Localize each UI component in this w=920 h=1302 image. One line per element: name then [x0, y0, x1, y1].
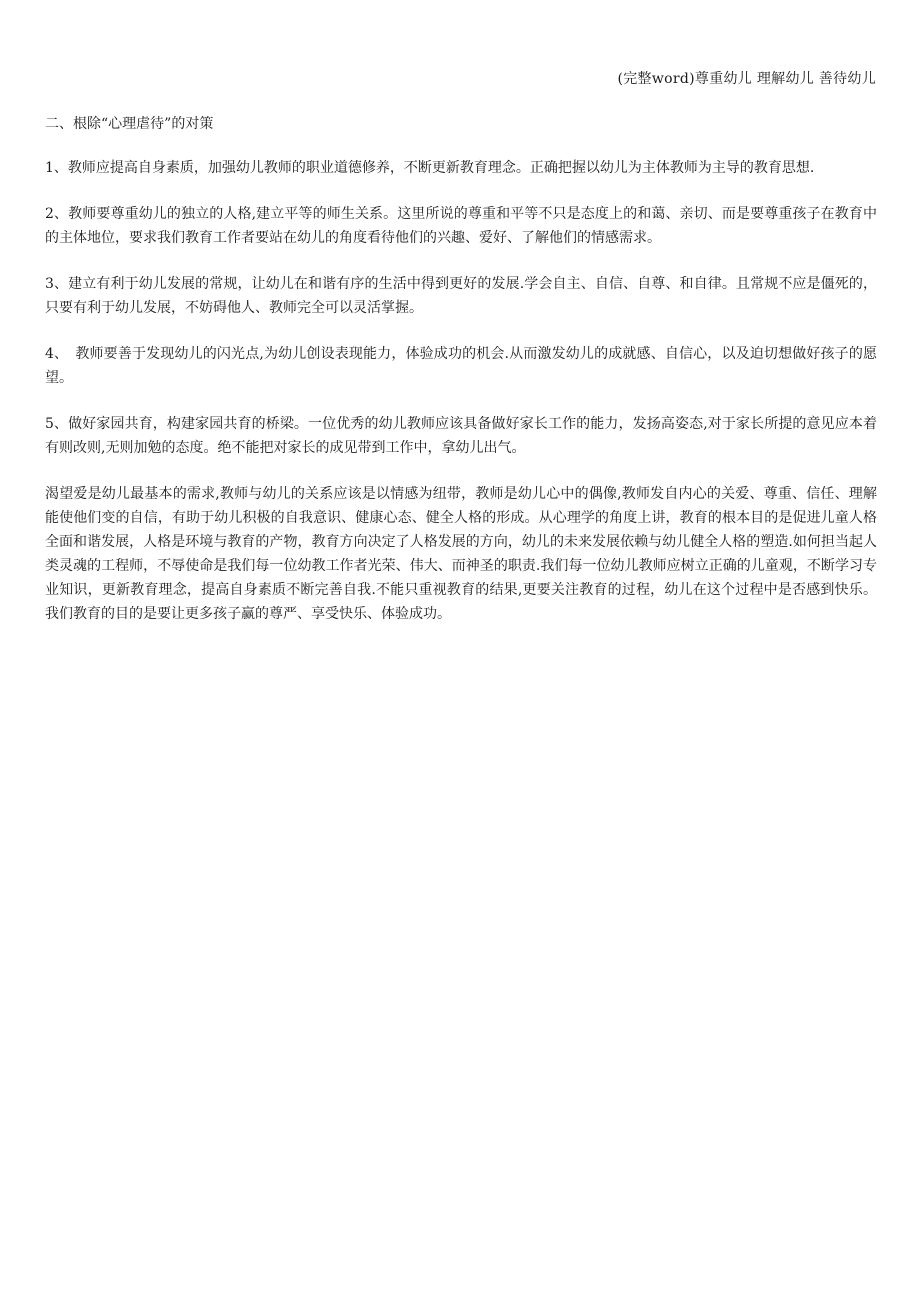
document-header: (完整word)尊重幼儿 理解幼儿 善待幼儿 — [617, 71, 876, 87]
paragraph-item-1: 1、教师应提高自身素质，加强幼儿教师的职业道德修养，不断更新教育理念。正确把握以幼儿为主体教师为主导的教育思想. — [45, 160, 815, 176]
paragraph-item-2: 2、教师要尊重幼儿的独立的人格,建立平等的师生关系。这里所说的尊重和平等不只是态度上的和蔼、亲切、而是要尊重孩子在教育中的主体地位，要求我们教育工作者要站在幼儿的角度看待他们的兴趣、爱好、了解他们的情感需求。 — [45, 206, 877, 246]
closing-paragraph: 渴望爱是幼儿最基本的需求,教师与幼儿的关系应该是以情感为纽带，教师是幼儿心中的偶像,教师发自内心的关爱、尊重、信任、理解能使他们变的自信，有助于幼儿积极的自我意识、健康心态、健全人格的形成。从心理学的角度上讲，教育的根本目的是促进儿童人格全面和谐发展，人格是环境与教育的产物，教育方向决定了人格发展的方向，幼儿的未来发展依赖与幼儿健全人格的塑造.如何担当起人类灵魂的工程师，不辱使命是我们每一位幼教工作者光荣、伟大、而神圣的职责.我们每一位幼儿教师应树立正确的儿童观，不断学习专业知识，更新教育理念，提高自身素质不断完善自我.不能只重视教育的结果,更要关注教育的过程，幼儿在这个过程中是否感到快乐。我们教育的目的是要让更多孩子赢的尊严、享受快乐、体验成功。 — [45, 486, 877, 622]
section-heading: 二、根除“心理虐待”的对策 — [45, 116, 214, 132]
paragraph-item-3: 3、建立有利于幼儿发展的常规，让幼儿在和谐有序的生活中得到更好的发展.学会自主、自信、自尊、和自律。且常规不应是僵死的，只要有利于幼儿发展，不妨碍他人、教师完全可以灵活掌握。 — [45, 276, 877, 316]
paragraph-item-5: 5、做好家园共育，构建家园共育的桥梁。一位优秀的幼儿教师应该具备做好家长工作的能力，发扬高姿态,对于家长所提的意见应本着有则改则,无则加勉的态度。绝不能把对家长的成见带到工作中，拿幼儿出气。 — [45, 416, 877, 456]
document-body — [45, 112, 877, 626]
paragraph-item-4: 4、 教师要善于发现幼儿的闪光点,为幼儿创设表现能力，体验成功的机会.从而激发幼儿的成就感、自信心，以及迫切想做好孩子的愿望。 — [45, 346, 877, 386]
